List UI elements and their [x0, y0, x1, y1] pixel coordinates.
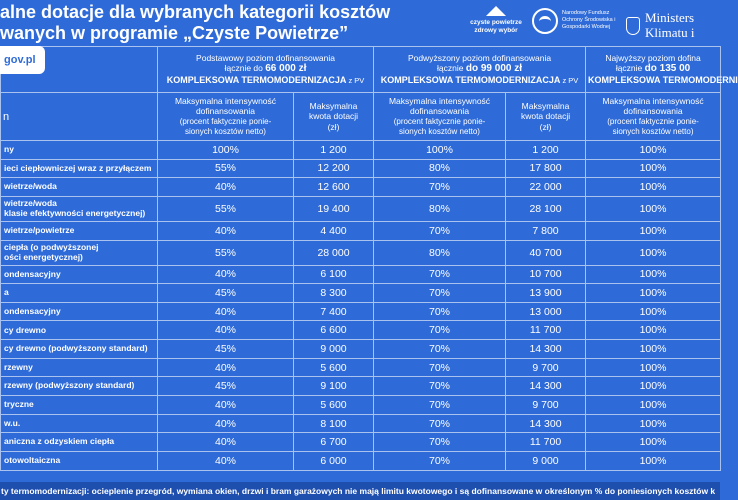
amount-basic-cell: 8 100	[294, 414, 374, 433]
column-header-amount-increased: Maksymalna kwota dotacji (zł)	[506, 93, 586, 141]
amount-increased-cell: 13 000	[506, 302, 586, 321]
row-category-cell: otowoltaiczna	[1, 451, 158, 470]
intensity-increased-cell: 80%	[374, 240, 506, 265]
intensity-highest-cell: 100%	[586, 265, 721, 284]
intensity-highest-cell: 100%	[586, 221, 721, 240]
row-category-cell: cy drewno (podwyższony standard)	[1, 340, 158, 359]
subsidy-table	[0, 46, 738, 471]
intensity-highest-cell: 100%	[586, 377, 721, 396]
nfosigw-emblem-icon	[532, 8, 558, 34]
intensity-highest-cell: 100%	[586, 396, 721, 415]
amount-basic-cell: 28 000	[294, 240, 374, 265]
column-header-intensity-highest: Maksymalna intensywność dofinansowania (procent faktycznie ponie- sionych kosztów netto)	[586, 93, 721, 141]
table-body	[1, 141, 721, 471]
intensity-basic-cell: 45%	[158, 340, 294, 359]
intensity-increased-cell: 70%	[374, 178, 506, 197]
row-category-cell: tryczne	[1, 396, 158, 415]
house-icon	[486, 6, 506, 16]
amount-basic-cell: 19 400	[294, 196, 374, 221]
intensity-highest-cell: 100%	[586, 321, 721, 340]
eagle-emblem-icon	[626, 17, 640, 35]
intensity-highest-cell: 100%	[586, 433, 721, 452]
table-row	[1, 433, 721, 452]
table-row	[1, 240, 721, 265]
intensity-highest-cell: 100%	[586, 451, 721, 470]
amount-basic-cell: 4 400	[294, 221, 374, 240]
table-row	[1, 358, 721, 377]
intensity-increased-cell: 70%	[374, 221, 506, 240]
intensity-increased-cell: 70%	[374, 265, 506, 284]
intensity-highest-cell: 100%	[586, 284, 721, 303]
amount-increased-cell: 14 300	[506, 340, 586, 359]
amount-basic-cell: 6 100	[294, 265, 374, 284]
amount-increased-cell: 1 200	[506, 141, 586, 160]
intensity-basic-cell: 40%	[158, 451, 294, 470]
table-row	[1, 221, 721, 240]
intensity-increased-cell: 70%	[374, 302, 506, 321]
intensity-basic-cell: 40%	[158, 302, 294, 321]
intensity-increased-cell: 70%	[374, 358, 506, 377]
column-header-intensity-increased: Maksymalna intensywność dofinansowania (procent faktycznie ponie- sionych kosztów netto)	[374, 93, 506, 141]
row-category-cell: aniczna z odzyskiem ciepła	[1, 433, 158, 452]
amount-basic-cell: 9 000	[294, 340, 374, 359]
amount-basic-cell: 5 600	[294, 396, 374, 415]
title-line-1: alne dotacje dla wybranych kategorii kosztów	[0, 2, 391, 22]
level-header-increased: Podwyższony poziom dofinansowania łącznie do 99 000 zł KOMPLEKSOWA TERMOMODERNIZACJA z PV	[374, 47, 586, 93]
amount-increased-cell: 14 300	[506, 414, 586, 433]
intensity-basic-cell: 40%	[158, 321, 294, 340]
intensity-basic-cell: 45%	[158, 377, 294, 396]
level-header-highest: Najwyższy poziom dofina łącznie do 135 00 KOMPLEKSOWA TERMOMODERNI	[586, 47, 721, 93]
intensity-basic-cell: 100%	[158, 141, 294, 160]
row-category-cell: wietrze/woda	[1, 178, 158, 197]
website-url-badge[interactable]: gov.pl	[0, 46, 45, 74]
table-row	[1, 396, 721, 415]
table-row	[1, 159, 721, 178]
table-row	[1, 340, 721, 359]
row-category-cell: wietrze/woda klasie efektywności energetycznej)	[1, 196, 158, 221]
amount-increased-cell: 7 800	[506, 221, 586, 240]
page-title	[0, 2, 390, 44]
table-row	[1, 196, 721, 221]
amount-basic-cell: 1 200	[294, 141, 374, 160]
intensity-increased-cell: 70%	[374, 377, 506, 396]
intensity-increased-cell: 70%	[374, 433, 506, 452]
amount-basic-cell: 5 600	[294, 358, 374, 377]
row-category-cell: ny	[1, 141, 158, 160]
amount-increased-cell: 28 100	[506, 196, 586, 221]
column-header-amount-basic: Maksymalna kwota dotacji (zł)	[294, 93, 374, 141]
amount-basic-cell: 6 700	[294, 433, 374, 452]
intensity-increased-cell: 100%	[374, 141, 506, 160]
table-row	[1, 141, 721, 160]
intensity-highest-cell: 100%	[586, 340, 721, 359]
amount-basic-cell: 9 100	[294, 377, 374, 396]
intensity-increased-cell: 80%	[374, 159, 506, 178]
intensity-highest-cell: 100%	[586, 159, 721, 178]
table-row	[1, 302, 721, 321]
intensity-basic-cell: 40%	[158, 221, 294, 240]
intensity-basic-cell: 55%	[158, 159, 294, 178]
amount-basic-cell: 7 400	[294, 302, 374, 321]
intensity-basic-cell: 40%	[158, 265, 294, 284]
intensity-increased-cell: 70%	[374, 321, 506, 340]
row-category-cell: ondensacyjny	[1, 265, 158, 284]
amount-increased-cell: 11 700	[506, 433, 586, 452]
intensity-basic-cell: 55%	[158, 240, 294, 265]
logos	[470, 4, 694, 42]
row-category-cell: ondensacyjny	[1, 302, 158, 321]
intensity-basic-cell: 45%	[158, 284, 294, 303]
intensity-highest-cell: 100%	[586, 240, 721, 265]
row-category-cell: cy drewno	[1, 321, 158, 340]
amount-increased-cell: 11 700	[506, 321, 586, 340]
intensity-basic-cell: 40%	[158, 358, 294, 377]
intensity-increased-cell: 70%	[374, 451, 506, 470]
table-row	[1, 377, 721, 396]
footer-note: ty termomodernizacji: ocieplenie przegród, wymiana okien, drzwi i bram garażowych nie mają limitu kwotowego i są dofinansowane w określonym % do poniesionych kosztów k	[0, 482, 720, 500]
table-row	[1, 178, 721, 197]
amount-increased-cell: 17 800	[506, 159, 586, 178]
amount-increased-cell: 40 700	[506, 240, 586, 265]
intensity-basic-cell: 40%	[158, 178, 294, 197]
row-category-cell: a	[1, 284, 158, 303]
column-header-category: n	[1, 93, 158, 141]
table-row	[1, 321, 721, 340]
intensity-basic-cell: 40%	[158, 414, 294, 433]
amount-increased-cell: 13 900	[506, 284, 586, 303]
intensity-highest-cell: 100%	[586, 358, 721, 377]
amount-increased-cell: 9 700	[506, 396, 586, 415]
intensity-increased-cell: 70%	[374, 284, 506, 303]
column-header-intensity-basic: Maksymalna intensywność dofinansowania (procent faktycznie ponie- sionych kosztów netto)	[158, 93, 294, 141]
table-row	[1, 265, 721, 284]
row-category-cell: ieci ciepłowniczej wraz z przyłączem	[1, 159, 158, 178]
intensity-basic-cell: 40%	[158, 433, 294, 452]
nfosigw-logo: Narodowy Fundusz Ochrony Środowiska i Gospodarki Wodnej	[532, 4, 618, 34]
amount-increased-cell: 22 000	[506, 178, 586, 197]
table-row	[1, 284, 721, 303]
intensity-increased-cell: 70%	[374, 414, 506, 433]
table-row	[1, 414, 721, 433]
amount-increased-cell: 14 300	[506, 377, 586, 396]
row-category-cell: ciepła (o podwyższonej ości energetycznej)	[1, 240, 158, 265]
intensity-basic-cell: 55%	[158, 196, 294, 221]
amount-increased-cell: 10 700	[506, 265, 586, 284]
row-category-cell: rzewny	[1, 358, 158, 377]
intensity-highest-cell: 100%	[586, 141, 721, 160]
intensity-highest-cell: 100%	[586, 196, 721, 221]
amount-basic-cell: 6 000	[294, 451, 374, 470]
intensity-increased-cell: 70%	[374, 340, 506, 359]
intensity-increased-cell: 70%	[374, 396, 506, 415]
amount-basic-cell: 6 600	[294, 321, 374, 340]
level-header-row	[1, 47, 721, 93]
row-category-cell: w.u.	[1, 414, 158, 433]
intensity-highest-cell: 100%	[586, 414, 721, 433]
title-line-2: wanych w programie „Czyste Powietrze”	[0, 23, 349, 43]
intensity-increased-cell: 80%	[374, 196, 506, 221]
row-category-cell: wietrze/powietrze	[1, 221, 158, 240]
header	[0, 0, 720, 46]
intensity-highest-cell: 100%	[586, 302, 721, 321]
intensity-basic-cell: 40%	[158, 396, 294, 415]
amount-basic-cell: 12 200	[294, 159, 374, 178]
level-header-basic: Podstawowy poziom dofinansowania łącznie do 66 000 zł KOMPLEKSOWA TERMOMODERNIZACJA z PV	[158, 47, 374, 93]
amount-increased-cell: 9 700	[506, 358, 586, 377]
ministry-logo: Ministers Klimatu i	[626, 4, 694, 40]
intensity-highest-cell: 100%	[586, 178, 721, 197]
amount-increased-cell: 9 000	[506, 451, 586, 470]
row-category-cell: rzewny (podwyższony standard)	[1, 377, 158, 396]
amount-basic-cell: 8 300	[294, 284, 374, 303]
sub-header-row	[1, 93, 721, 141]
table-row	[1, 451, 721, 470]
czyste-powietrze-logo: czyste powietrze zdrowy wybór	[470, 4, 522, 42]
amount-basic-cell: 12 600	[294, 178, 374, 197]
